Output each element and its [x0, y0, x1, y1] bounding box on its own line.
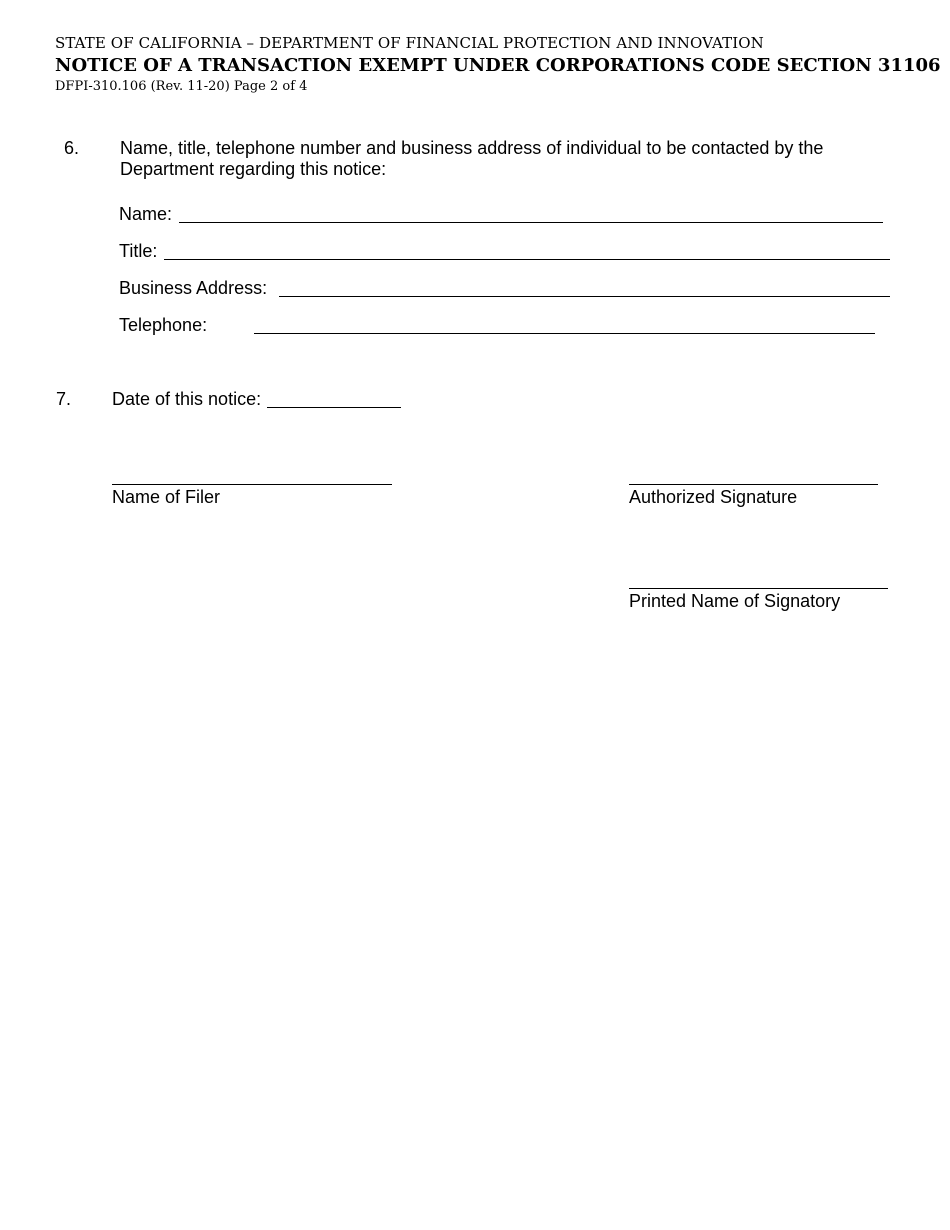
form-id: DFPI-310.106 (Rev. 11-20) Page 2 of 4 — [55, 79, 308, 94]
name-of-filer-label: Name of Filer — [112, 487, 221, 507]
printed-name-label: Printed Name of Signatory — [629, 591, 841, 611]
item6-text-line1: Name, title, telephone number and business address of individual to be contacted by the — [120, 138, 824, 158]
authorized-signature-line[interactable] — [629, 484, 878, 485]
name-of-filer-line[interactable] — [112, 484, 392, 485]
printed-name-line[interactable] — [629, 588, 888, 589]
business-address-label: Business Address: — [119, 278, 268, 298]
item6-text-line2: Department regarding this notice: — [120, 159, 387, 179]
item7-number: 7. — [56, 389, 72, 409]
name-label: Name: — [119, 204, 173, 224]
title-field[interactable] — [164, 259, 890, 260]
form-title: NOTICE OF A TRANSACTION EXEMPT UNDER CORPORATIONS CODE SECTION 31106 — [55, 55, 941, 76]
name-field[interactable] — [179, 222, 883, 223]
item7-text: Date of this notice: — [112, 389, 262, 409]
item6-number: 6. — [64, 138, 80, 158]
telephone-field[interactable] — [254, 333, 875, 334]
business-address-field[interactable] — [279, 296, 890, 297]
telephone-label: Telephone: — [119, 315, 208, 335]
date-field[interactable] — [267, 407, 401, 408]
authorized-signature-label: Authorized Signature — [629, 487, 798, 507]
agency-header: STATE OF CALIFORNIA – DEPARTMENT OF FINANCIAL PROTECTION AND INNOVATION — [55, 34, 764, 52]
title-label: Title: — [119, 241, 158, 261]
